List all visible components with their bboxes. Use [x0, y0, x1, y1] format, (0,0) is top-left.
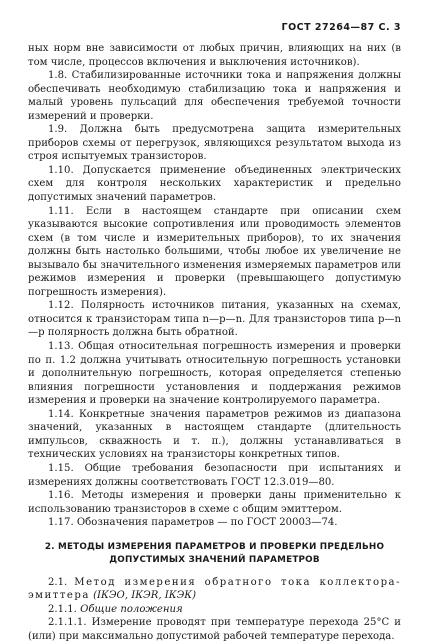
paragraph-1-7-continued: ных норм вне зависимости от любых причин, влияющих на них (в том числе, процессов включения и выключения источников). — [28, 43, 401, 68]
subsection-2-1-1-title: Общие положения — [80, 603, 183, 615]
section-2-heading-line-2: ДОПУСТИМЫХ ЗНАЧЕНИЙ ПАРАМЕТРОВ — [109, 554, 320, 565]
paragraph-1-8: 1.8. Стабилизированные источники тока и напряжения должны обеспечивать необходимую стабилизацию тока и напряжения и малый уровень пульсаций для обеспечения требуемой точности измерений и проверки. — [28, 70, 401, 122]
paragraph-1-16: 1.16. Методы измерения и проверки даны применительно к использованию транзисторов в схеме с общим эмиттером. — [28, 490, 401, 515]
running-header: ГОСТ 27264—87 С. 3 — [281, 22, 401, 33]
paragraph-1-17: 1.17. Обозначения параметров — по ГОСТ 20003—74. — [48, 517, 338, 529]
paragraph-1-14: 1.14. Конкретные значения параметров режимов из диапазона значений, указанных в настоящем стандарте (длительность импульсов, скважность и т. п.), должны устанавливаться в технических условиях на транзисторы конкретных типов. — [28, 408, 401, 461]
paragraph-1-10: 1.10. Допускается применение объединенных электрических схем для контроля нескольких характеристик и предельно допустимых значений параметров. — [28, 164, 401, 204]
paragraph-1-15: 1.15. Общие требования безопасности при испытаниях и измерениях должны соответствовать ГОСТ 12.3.019—80. — [28, 462, 401, 488]
subsection-2-1-1-number: 2.1.1. — [48, 603, 77, 615]
paragraph-1-9: 1.9. Должна быть предусмотрена защита измерительных приборов схемы от перегрузок, являющихся результатом выхода из строя испытуемых транзисторов. — [28, 124, 401, 163]
paragraph-1-12: 1.12. Полярность источников питания, указанных на схемах, относится к транзисторам типа n—p—n. Для транзисторов типа p—n—p полярность должна быть обратной. — [28, 300, 401, 339]
paragraph-1-11: 1.11. Если в настоящем стандарте при описании схем указываются высокие сопротивления или проводимость элементов схем (в том числе и измерительных приборов), то их значения должны быть настолько большими, чтобы любое их увеличение не вызывало бы значительного изменения измеряемых параметров или режимов измерения и проверки (превышающего допустимую погрешность измерения). — [28, 205, 401, 298]
subsection-2-1-1 — [28, 603, 401, 617]
subsection-2-1 — [28, 576, 401, 603]
subsection-2-1-number: 2.1. — [48, 576, 68, 588]
paragraph-2-1-1-1: 2.1.1.1. Измерение проводят при температуре перехода 25°С и (или) при максимально допустимой рабочей температуре перехода. — [28, 617, 401, 642]
section-2-heading — [28, 541, 401, 567]
subsection-2-1-title: Метод измерения обратного тока коллектора-эмиттера — [28, 576, 401, 602]
subsection-2-1-symbols: (IКЭО, IКЭR, IКЭК) — [93, 590, 197, 602]
section-2-heading-line-1: 2. МЕТОДЫ ИЗМЕРЕНИЯ ПАРАМЕТРОВ И ПРОВЕРКИ ПРЕДЕЛЬНО — [44, 541, 385, 552]
paragraph-1-13: 1.13. Общая относительная погрешность измерения и проверки по п. 1.2 должна учитывать относительную погрешность установки и дополнительную погрешность, которая определяется степенью влияния погрешности установления и поддержания режимов измерения и проверки на значение контролируемого параметра. — [28, 341, 401, 407]
document-body — [28, 42, 401, 643]
